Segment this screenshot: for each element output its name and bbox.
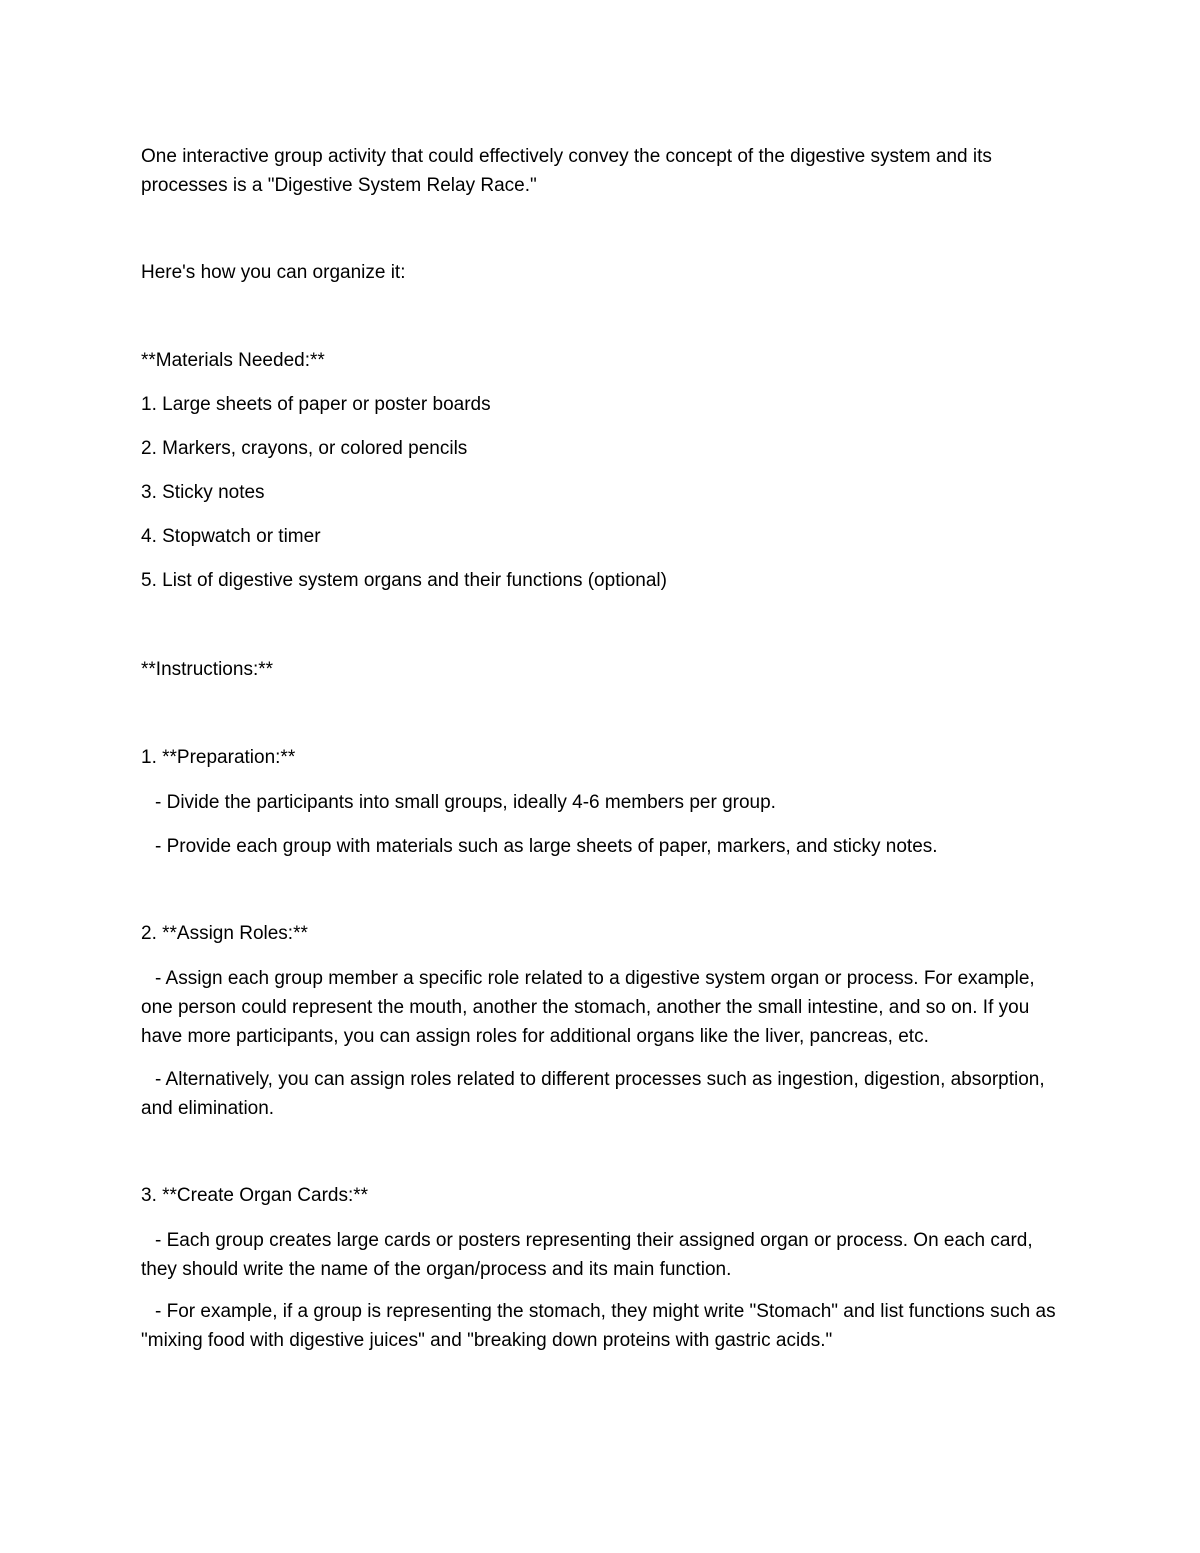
intro-paragraph: One interactive group activity that could effectively convey the concept of the digestive system and its processes is a "Digestive System Relay Race." — [141, 146, 992, 196]
step-bullet: - For example, if a group is representing the stomach, they might write "Stomach" and list functions such as "mixing food with digestive juices" and "breaking down proteins with gastric acids." — [141, 1301, 1056, 1351]
materials-item: 3. Sticky notes — [141, 482, 265, 503]
step-bullet: - Alternatively, you can assign roles related to different processes such as ingestion, digestion, absorption, and elimination. — [141, 1069, 1045, 1119]
step-bullet: - Provide each group with materials such as large sheets of paper, markers, and sticky notes. — [155, 836, 938, 857]
step-bullet: - Each group creates large cards or posters representing their assigned organ or process. On each card, they should write the name of the organ/process and its main function. — [141, 1230, 1033, 1280]
step-bullet: - Divide the participants into small groups, ideally 4-6 members per group. — [155, 792, 776, 813]
instructions-heading: **Instructions:** — [141, 659, 274, 680]
step-bullet: - Assign each group member a specific role related to a digestive system organ or process. For example, one person could represent the mouth, another the stomach, another the small intestine, and so on. If you have more participants, you can assign roles for additional organs like the liver, pancreas, etc. — [141, 968, 1035, 1047]
materials-item: 4. Stopwatch or timer — [141, 526, 321, 547]
how-to-text: Here's how you can organize it: — [141, 262, 406, 283]
step-heading: 3. **Create Organ Cards:** — [141, 1185, 369, 1206]
step-heading: 1. **Preparation:** — [141, 747, 296, 768]
materials-item: 2. Markers, crayons, or colored pencils — [141, 438, 468, 459]
materials-heading: **Materials Needed:** — [141, 350, 325, 371]
materials-item: 5. List of digestive system organs and their functions (optional) — [141, 570, 667, 591]
step-heading: 2. **Assign Roles:** — [141, 923, 308, 944]
materials-item: 1. Large sheets of paper or poster boards — [141, 394, 491, 415]
